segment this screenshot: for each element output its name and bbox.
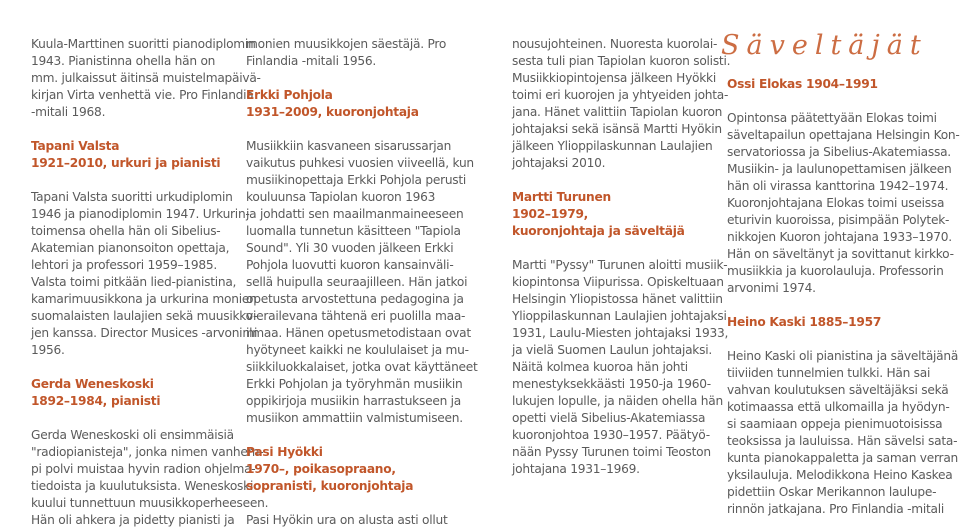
- paragraph-gap: [512, 240, 730, 257]
- person-heading-line: 1892–1984, pianisti: [31, 394, 161, 408]
- body-text-line: Kuoronjohtajana Elokas toimi useissa: [727, 196, 945, 210]
- body-text-line: Kuula-Marttinen suoritti pianodiplomin: [31, 37, 256, 51]
- paragraph-gap: [31, 359, 268, 376]
- paragraph-gap: [246, 495, 478, 512]
- body-text-line: kuului tunnettuun muusikkoperheeseen.: [31, 496, 269, 510]
- text-column-1: [31, 36, 268, 529]
- body-text-line: hyötyneet kaikki ne koululaiset ja mu-: [246, 343, 469, 357]
- body-text-line: vahvan koulutuksen säveltäjäksi sekä: [727, 383, 949, 397]
- body-text-line: Gerda Weneskoski oli ensimmäisiä: [31, 428, 234, 442]
- body-text-line: Ylioppilaskunnan Laulajien johtajaksi: [512, 309, 727, 323]
- body-text-line: ja johdatti sen maailmanmaineeseen: [246, 207, 464, 221]
- paragraph-gap: [246, 70, 478, 87]
- body-text-line: siikkiluokkalaiset, jotka ovat käyttäneet: [246, 360, 478, 374]
- body-text-line: yksilauluja. Melodikkona Heino Kaskea: [727, 468, 953, 482]
- body-text-line: arvonimi 1974.: [727, 281, 816, 295]
- body-text-line: musiikinopettaja Erkki Pohjola perusti: [246, 173, 467, 187]
- body-text-line: teoksissa ja lauluissa. Hän sävelsi sata-: [727, 434, 958, 448]
- paragraph-gap: [246, 121, 478, 138]
- body-text-line: Pasi Hyökin ura on alusta asti ollut: [246, 513, 448, 527]
- person-heading-line: 1931–2009, kuoronjohtaja: [246, 105, 419, 119]
- body-text-line: Musiikkiin kasvaneen sisarussarjan: [246, 139, 452, 153]
- body-text-line: servatoriossa ja Sibelius-Akatemiassa.: [727, 145, 951, 159]
- body-text-line: ilmaa. Hänen opetusmetodistaan ovat: [246, 326, 471, 340]
- body-text-line: toimi eri kuorojen ja yhtyeiden johta-: [512, 88, 729, 102]
- body-text-line: Hän oli ahkera ja pidetty pianisti ja: [31, 513, 235, 527]
- person-heading-line: Erkki Pohjola: [246, 88, 333, 102]
- section-title-saveltajat: Säveltäjät: [721, 30, 928, 61]
- paragraph-gap: [727, 93, 960, 110]
- body-text-line: Pohjola luovutti kuoron kansainväli-: [246, 258, 454, 272]
- body-text-line: kuoronjohtoa 1930–1957. Päätyö-: [512, 428, 710, 442]
- paragraph-gap: [31, 410, 268, 427]
- body-text-line: tiiviiden tunnelmien tulkki. Hän sai: [727, 366, 931, 380]
- body-text-line: Valsta toimi pitkään lied-pianistina,: [31, 275, 237, 289]
- body-text-line: kotimaassa että ulkomailla ja hyödyn-: [727, 400, 950, 414]
- body-text-line: Erkki Pohjolan ja työryhmän musiikin: [246, 377, 463, 391]
- body-text-line: suomalaisten laulajien sekä muusikko-: [31, 309, 258, 323]
- body-text-line: sesta tuli pian Tapiolan kuoron solisti.: [512, 54, 731, 68]
- body-text-line: Musiikkiopintojensa jälkeen Hyökki: [512, 71, 716, 85]
- text-column-2: [246, 36, 478, 529]
- body-text-line: "radiopianisteja", jonka nimen vanhem-: [31, 445, 264, 459]
- person-heading-line: 1921–2010, urkuri ja pianisti: [31, 156, 221, 170]
- body-text-line: Hän on säveltänyt ja sovittanut kirkko-: [727, 247, 954, 261]
- body-text-line: ja vielä Suomen Laulun johtajaksi.: [512, 343, 712, 357]
- body-text-line: kirjan Virta venhettä vie. Pro Finlandia: [31, 88, 254, 102]
- body-text-line: 1956.: [31, 343, 65, 357]
- person-heading-line: Pasi Hyökki: [246, 445, 323, 459]
- body-text-line: Opintonsa päätettyään Elokas toimi: [727, 111, 937, 125]
- person-heading-line: Heino Kaski 1885–1957: [727, 315, 882, 329]
- body-text-line: 1943. Pianistinna ohella hän on: [31, 54, 216, 68]
- body-text-line: opetusta arvostettuna pedagogina ja: [246, 292, 464, 306]
- body-text-line: nousujohteinen. Nuoresta kuorolai-: [512, 37, 718, 51]
- body-text-line: pidettiin Oskar Merikannon laulupe-: [727, 485, 937, 499]
- body-text-line: kouluunsa Tapiolan kuoron 1963: [246, 190, 436, 204]
- body-text-line: Musiikin- ja laulunopettamisen jälkeen: [727, 162, 952, 176]
- body-text-line: opetti vielä Sibelius-Akatemiassa: [512, 411, 706, 425]
- body-text-line: johtajana 1931–1969.: [512, 462, 640, 476]
- body-text-line: johtajaksi 2010.: [512, 156, 606, 170]
- body-text-line: kamarimuusikkona ja urkurina monien: [31, 292, 257, 306]
- body-text-line: oppikirjoja musiikin harrastukseen ja: [246, 394, 462, 408]
- person-heading-line: 1970–, poikasopraano,: [246, 462, 396, 476]
- body-text-line: tiedoista ja kuulutuksista. Weneskoski: [31, 479, 254, 493]
- body-text-line: rinnön jatkajana. Pro Finlandia -mitali: [727, 502, 945, 516]
- body-text-line: lehtori ja professori 1959–1985.: [31, 258, 217, 272]
- paragraph-gap: [727, 297, 960, 314]
- body-text-line: jälkeen Ylioppilaskunnan Laulajien: [512, 139, 713, 153]
- body-text-line: Näitä kolmea kuoroa hän johti: [512, 360, 688, 374]
- body-text-line: nikkojen Kuoron johtajana 1933–1970.: [727, 230, 952, 244]
- body-text-line: toimensa ohella hän oli Sibelius-: [31, 224, 221, 238]
- body-text-line: nään Pyssy Turunen toimi Teoston: [512, 445, 711, 459]
- body-text-line: lukujen lopulle, ja näiden ohella hän: [512, 394, 723, 408]
- text-column-3: [512, 36, 730, 478]
- body-text-line: Martti "Pyssy" Turunen aloitti musiik-: [512, 258, 728, 272]
- person-heading-line: Gerda Weneskoski: [31, 377, 154, 391]
- body-text-line: pi polvi muistaa hyvin radion ohjelma-: [31, 462, 256, 476]
- body-text-line: Akatemian pianonsoiton opettaja,: [31, 241, 230, 255]
- body-text-line: vierailevana tähtenä eri puolilla maa-: [246, 309, 466, 323]
- body-text-line: monien muusikkojen säestäjä. Pro: [246, 37, 447, 51]
- body-text-line: kunta pianokappaletta ja saman verran: [727, 451, 959, 465]
- body-text-line: Helsingin Yliopistossa hänet valittiin: [512, 292, 723, 306]
- body-text-line: vaikutus puhkesi vuosien viiveellä, kun: [246, 156, 474, 170]
- body-text-line: 1931, Laulu-Miesten johtajaksi 1933,: [512, 326, 729, 340]
- person-heading-line: Ossi Elokas 1904–1991: [727, 77, 878, 91]
- person-heading-line: 1902–1979,: [512, 207, 589, 221]
- body-text-line: eturivin kuoroissa, pisimpään Polytek-: [727, 213, 950, 227]
- body-text-line: -mitali 1968.: [31, 105, 106, 119]
- person-heading-line: Martti Turunen: [512, 190, 611, 204]
- paragraph-gap: [31, 172, 268, 189]
- body-text-line: musiikon ammattiin valmistumiseen.: [246, 411, 463, 425]
- body-text-line: hän oli virassa kanttorina 1942–1974.: [727, 179, 949, 193]
- body-text-line: Finlandia -mitali 1956.: [246, 54, 376, 68]
- body-text-line: 1946 ja pianodiplomin 1947. Urkurin-: [31, 207, 250, 221]
- body-text-line: luomalla tunnetun käsitteen "Tapiola: [246, 224, 461, 238]
- paragraph-gap: [246, 427, 478, 444]
- paragraph-gap: [512, 172, 730, 189]
- person-heading-line: kuoronjohtaja ja säveltäjä: [512, 224, 685, 238]
- body-text-line: säveltapailun opettajana Helsingin Kon-: [727, 128, 960, 142]
- body-text-line: jana. Hänet valittiin Tapiolan kuoron: [512, 105, 723, 119]
- body-text-line: Sound". Yli 30 vuoden jälkeen Erkki: [246, 241, 454, 255]
- person-heading-line: Tapani Valsta: [31, 139, 120, 153]
- body-text-line: Heino Kaski oli pianistina ja säveltäjänä: [727, 349, 959, 363]
- paragraph-gap: [31, 121, 268, 138]
- body-text-line: Tapani Valsta suoritti urkudiplomin: [31, 190, 233, 204]
- body-text-line: si saamiaan oppeja pienimuotoisissa: [727, 417, 943, 431]
- body-text-line: kiopintonsa Viipurissa. Opiskeltuaan: [512, 275, 724, 289]
- text-column-4: [727, 76, 960, 518]
- body-text-line: sellä huipulla seuraajilleen. Hän jatkoi: [246, 275, 468, 289]
- body-text-line: mm. julkaissut äitinsä muistelmapäivä-: [31, 71, 261, 85]
- paragraph-gap: [727, 331, 960, 348]
- body-text-line: jen kanssa. Director Musices -arvonimi: [31, 326, 258, 340]
- body-text-line: menestyksekkäästi 1950-ja 1960-: [512, 377, 711, 391]
- body-text-line: johtajaksi sekä isänsä Martti Hyökin: [512, 122, 722, 136]
- body-text-line: musiikkia ja kuorolauluja. Professorin: [727, 264, 944, 278]
- person-heading-line: sopranisti, kuoronjohtaja: [246, 479, 414, 493]
